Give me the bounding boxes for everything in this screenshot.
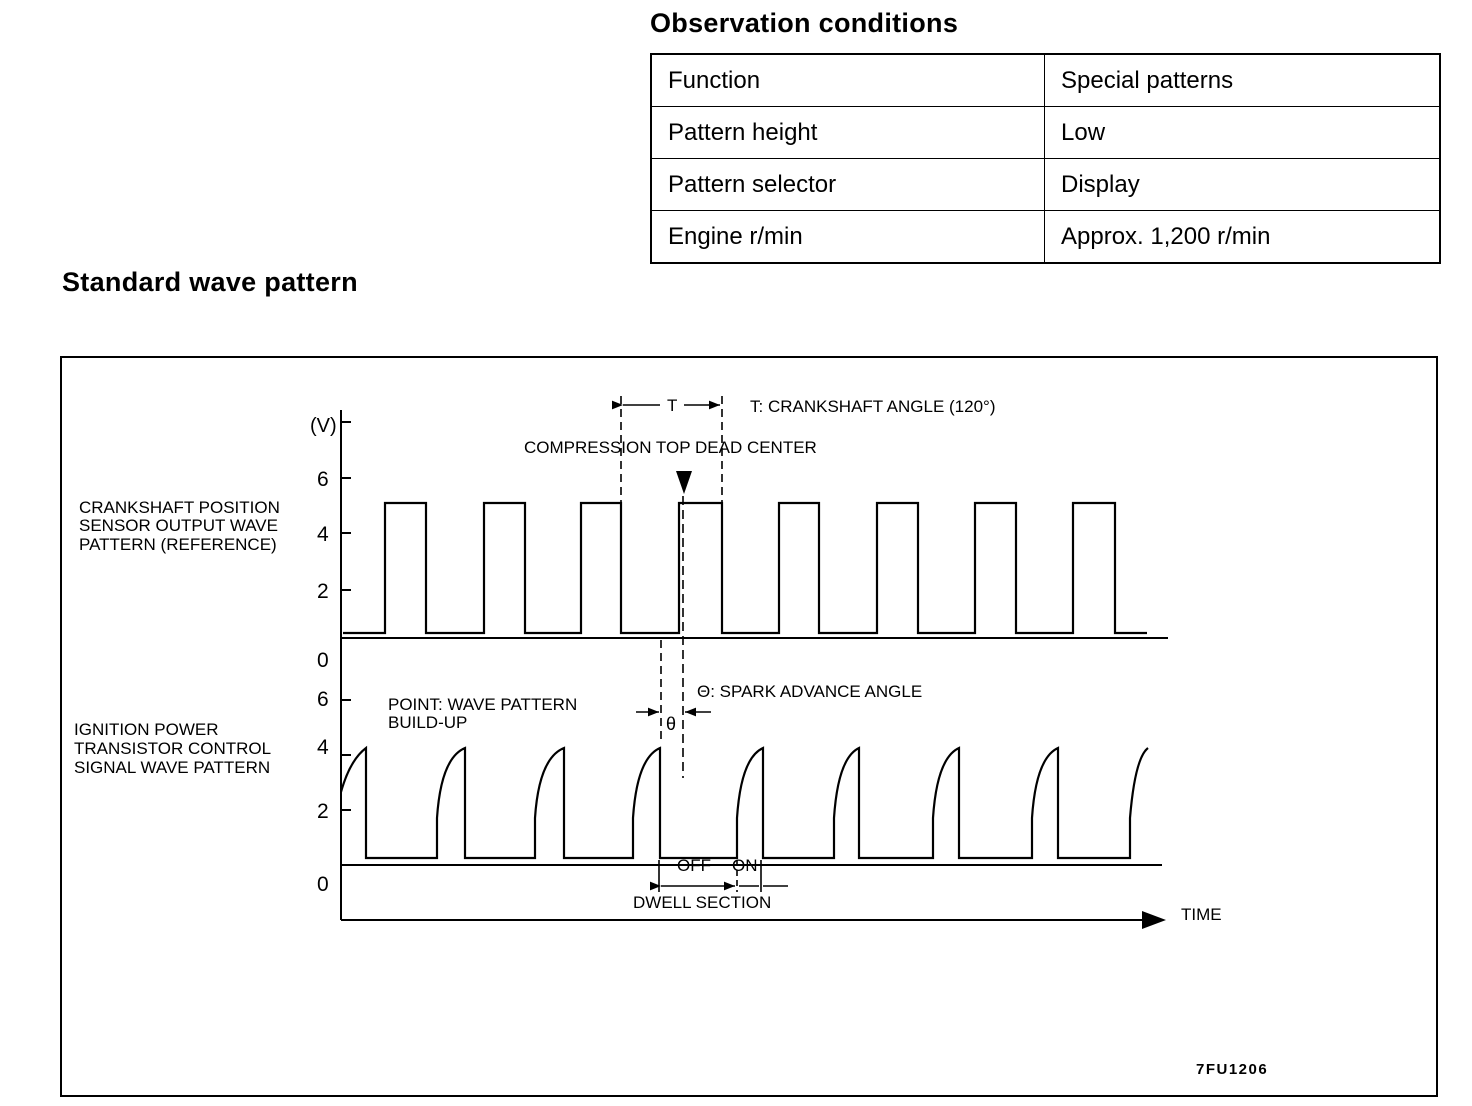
ignition-signal-label: IGNITION POWER TRANSISTOR CONTROL SIGNAL WAVE PATTERN: [74, 720, 271, 777]
tick-upper-4: 4: [317, 523, 329, 546]
diagram-frame: [61, 357, 1437, 1096]
on-label: ON: [732, 856, 758, 875]
time-label: TIME: [1181, 905, 1222, 924]
tdc-label: COMPRESSION TOP DEAD CENTER: [524, 438, 817, 457]
condition-label: Engine r/min: [651, 211, 1045, 264]
tick-lower-2: 2: [317, 800, 329, 823]
tick-lower-0: 0: [317, 873, 329, 896]
tick-upper-0: 0: [317, 649, 329, 672]
t-dimension: [621, 396, 722, 632]
crank-wave-trace: [343, 503, 1147, 633]
t-symbol: T: [667, 396, 678, 415]
condition-label: Pattern selector: [651, 159, 1045, 211]
theta-note: Θ: SPARK ADVANCE ANGLE: [697, 682, 923, 701]
tick-lower-6: 6: [317, 688, 329, 711]
theta-symbol: θ: [666, 714, 677, 734]
tick-upper-6: 6: [317, 468, 329, 491]
condition-value: Display: [1045, 159, 1441, 211]
tick-upper-2: 2: [317, 580, 329, 603]
observation-title: Observation conditions: [650, 8, 959, 38]
t-note: T: CRANKSHAFT ANGLE (120°): [750, 397, 996, 416]
tick-lower-4: 4: [317, 736, 329, 759]
condition-label: Function: [651, 54, 1045, 107]
dwell-label: DWELL SECTION: [633, 893, 772, 912]
point-note: POINT: WAVE PATTERN BUILD-UP: [388, 695, 578, 732]
standard-wave-title: Standard wave pattern: [62, 267, 358, 297]
ignition-wave-trace: [341, 748, 1148, 858]
condition-label: Pattern height: [651, 107, 1045, 159]
off-label: OFF: [677, 856, 711, 875]
figure-code: 7FU1206: [1196, 1061, 1269, 1078]
tdc-marker-icon: [676, 471, 692, 494]
condition-value: Low: [1045, 107, 1441, 159]
unit-label: (V): [310, 415, 337, 437]
crank-signal-label: CRANKSHAFT POSITION SENSOR OUTPUT WAVE PATTERN (REFERENCE): [79, 498, 280, 554]
condition-value: Approx. 1,200 r/min: [1045, 211, 1441, 264]
condition-value: Special patterns: [1045, 54, 1441, 107]
time-arrow-icon: [1142, 911, 1166, 929]
